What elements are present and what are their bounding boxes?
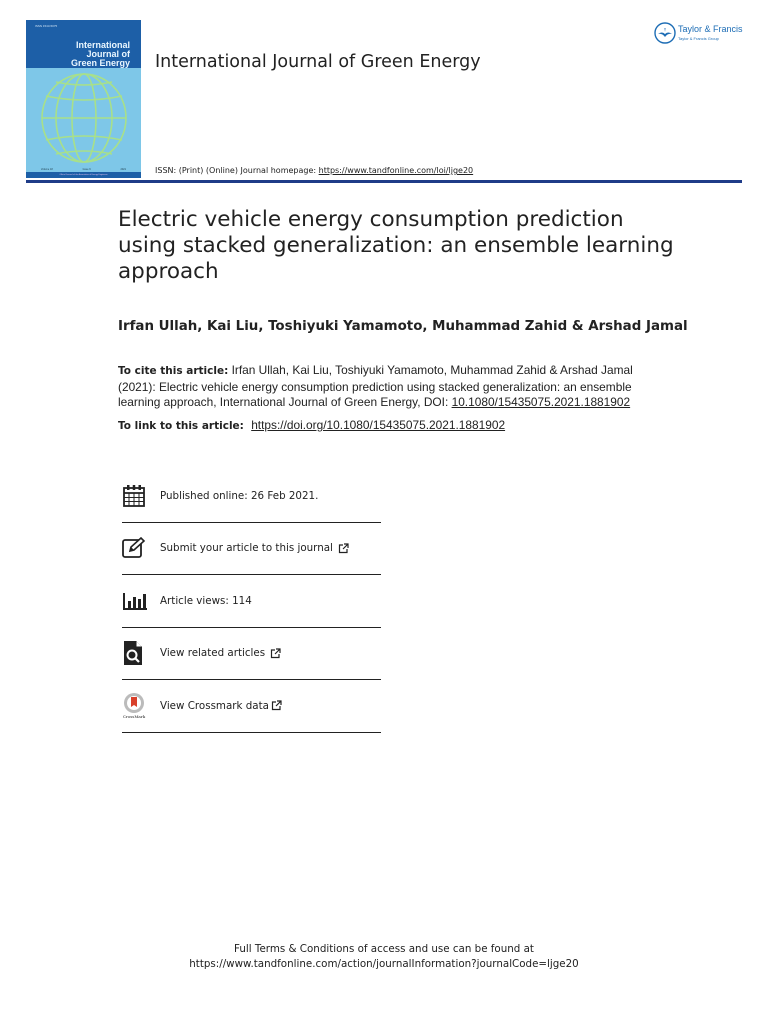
article-info-list	[122, 470, 381, 733]
footer-terms-link[interactable]: https://www.tandfonline.com/action/journalInformation?journalCode=ljge20	[189, 958, 579, 970]
citation-text: Irfan Ullah, Kai Liu, Toshiyuki Yamamoto, Muhammad Zahid & Arshad Jamal (2021): Electric vehicle energy consumption prediction using stacked generalization: an ensemble learning approach, International Journal of Green Energy, DOI:	[118, 363, 633, 409]
submit-article-label: Submit your article to this journal	[160, 542, 333, 555]
external-link-icon	[338, 543, 349, 554]
citation-label: To cite this article:	[118, 365, 229, 377]
article-title: Electric vehicle energy consumption prediction using stacked generalization: an ensemble learning approach	[118, 207, 674, 284]
crossmark-label: View Crossmark data	[160, 699, 269, 712]
crossmark-item[interactable]	[122, 680, 381, 733]
cover-title: International Journal of Green Energy	[70, 40, 130, 68]
article-doi-link[interactable]: https://doi.org/10.1080/15435075.2021.1881902	[251, 418, 506, 432]
journal-cover	[26, 20, 141, 178]
article-link-line	[118, 418, 505, 432]
related-articles-label: View related articles	[160, 647, 266, 660]
external-link-icon	[270, 648, 281, 659]
author-list: Irfan Ullah, Kai Liu, Toshiyuki Yamamoto, Muhammad Zahid & Arshad Jamal	[118, 319, 688, 334]
publisher-name: Taylor & Francis	[678, 24, 743, 34]
footer-line-1: Full Terms & Conditions of access and use can be found at	[234, 943, 534, 955]
cover-footer: Official Journal of the Association of Energy Engineers	[26, 172, 141, 178]
published-online-label: Published online: 26 Feb 2021.	[160, 489, 319, 502]
citation-block	[118, 363, 658, 411]
crossmark-icon	[122, 691, 152, 721]
article-views-item	[122, 575, 381, 628]
issn-prefix: ISSN: (Print) (Online) Journal homepage:	[155, 166, 319, 175]
journal-title: International Journal of Green Energy	[155, 52, 481, 72]
cover-issue-number: Issue 9	[82, 168, 91, 171]
link-label: To link to this article:	[118, 420, 244, 432]
cover-volume-number: Volume 18	[40, 168, 53, 171]
citation-doi-link[interactable]: 10.1080/15435075.2021.1881902	[451, 395, 631, 409]
cover-small-text: ISSN 1543-5075	[35, 24, 58, 28]
cover-year: 2021	[120, 168, 127, 171]
edit-icon	[122, 533, 152, 563]
taylor-francis-icon	[654, 22, 676, 44]
related-articles-item[interactable]	[122, 628, 381, 681]
submit-article-item[interactable]	[122, 523, 381, 576]
calendar-icon	[122, 481, 152, 511]
issn-line	[155, 166, 473, 175]
bar-chart-icon	[122, 586, 152, 616]
external-link-icon	[271, 700, 282, 711]
globe-icon	[34, 70, 134, 166]
crossmark-caption: CrossMark	[122, 713, 146, 719]
publisher-subtitle: Taylor & Francis Group	[678, 36, 719, 41]
search-document-icon	[122, 638, 152, 668]
journal-homepage-link[interactable]: https://www.tandfonline.com/loi/ljge20	[318, 166, 474, 175]
terms-footer	[0, 942, 768, 972]
header-divider	[26, 180, 742, 183]
article-views-label: Article views: 114	[160, 594, 252, 607]
published-online-item	[122, 470, 381, 523]
